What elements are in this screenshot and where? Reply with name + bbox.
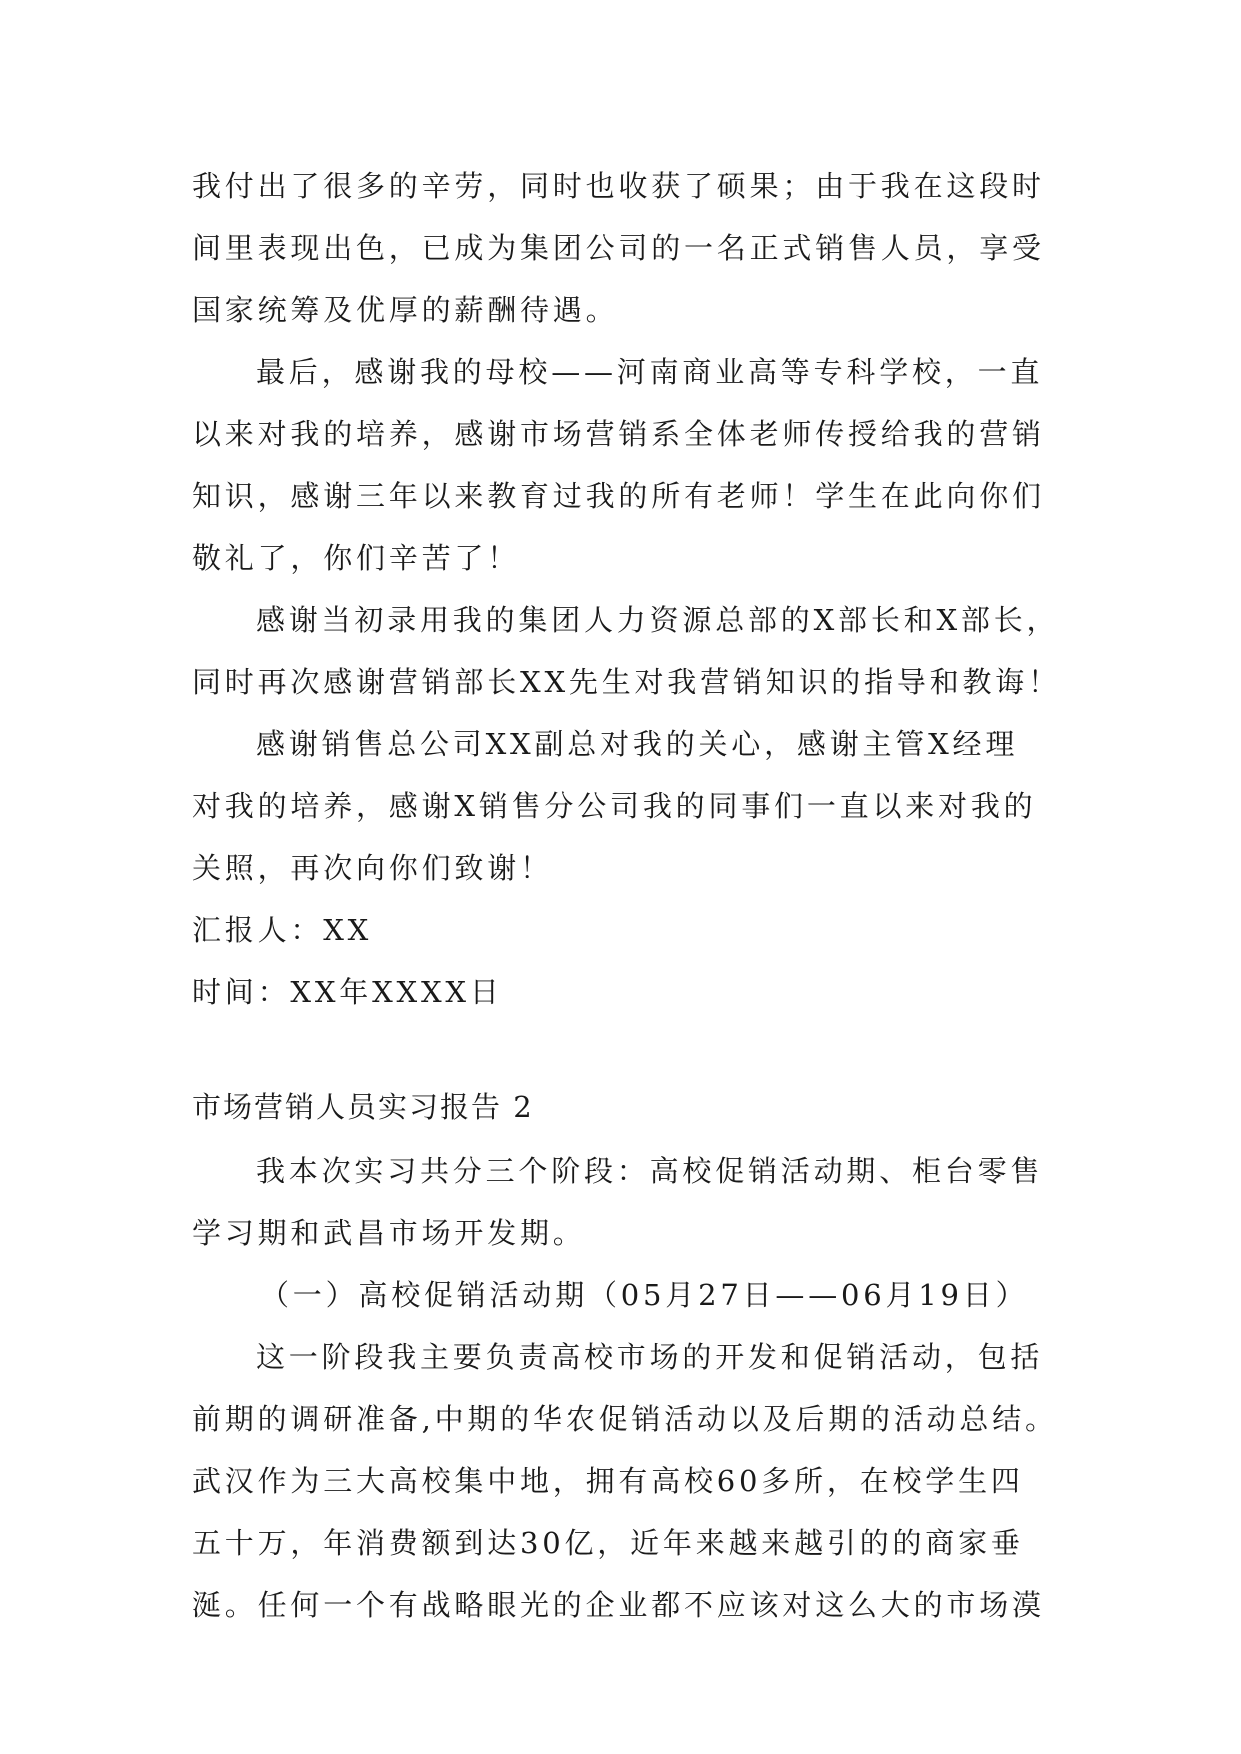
paragraph-line: 以来对我的培养，感谢市场营销系全体老师传授给我的营销 (192, 417, 1045, 451)
paragraph-line: 我付出了很多的辛劳，同时也收获了硕果；由于我在这段时 (192, 169, 1045, 203)
paragraph-line: 关照，再次向你们致谢！ (192, 851, 553, 885)
paragraph-line: 同时再次感谢营销部长XX先生对我营销知识的指导和教诲！ (192, 665, 1061, 699)
paragraph-line: 涎。任何一个有战略眼光的企业都不应该对这么大的市场漠 (192, 1588, 1045, 1622)
paragraph-line: 这一阶段我主要负责高校市场的开发和促销活动，包括 (256, 1340, 1044, 1374)
paragraph-line: 感谢当初录用我的集团人力资源总部的X部长和X部长， (256, 603, 1060, 637)
paragraph-line: 前期的调研准备,中期的华农促销活动以及后期的活动总结。 (192, 1402, 1058, 1436)
date-line: 时间：XX年XXXX日 (192, 975, 503, 1009)
paragraph-line: 学习期和武昌市场开发期。 (192, 1216, 586, 1250)
paragraph-line: 我本次实习共分三个阶段：高校促销活动期、柜台零售 (256, 1154, 1044, 1188)
paragraph-line: 感谢销售总公司XX副总对我的关心，感谢主管X经理 (256, 727, 1019, 761)
reporter-line: 汇报人：XX (192, 913, 373, 947)
paragraph-line: 知识，感谢三年以来教育过我的所有老师！学生在此向你们 (192, 479, 1045, 513)
subsection-heading: （一）高校促销活动期（05月27日——06月19日） (260, 1278, 1029, 1312)
paragraph-line: 对我的培养，感谢X销售分公司我的同事们一直以来对我的 (192, 789, 1037, 823)
section-title: 市场营销人员实习报告 2 (192, 1090, 534, 1124)
paragraph-line: 最后，感谢我的母校——河南商业高等专科学校，一直 (256, 355, 1044, 389)
paragraph-line: 国家统筹及优厚的薪酬待遇。 (192, 293, 619, 327)
paragraph-line: 间里表现出色，已成为集团公司的一名正式销售人员，享受 (192, 231, 1045, 265)
paragraph-line: 武汉作为三大高校集中地，拥有高校60多所，在校学生四 (192, 1464, 1024, 1498)
paragraph-line: 五十万，年消费额到达30亿，近年来越来越引的的商家垂 (192, 1526, 1024, 1560)
paragraph-line: 敬礼了，你们辛苦了！ (192, 541, 521, 575)
